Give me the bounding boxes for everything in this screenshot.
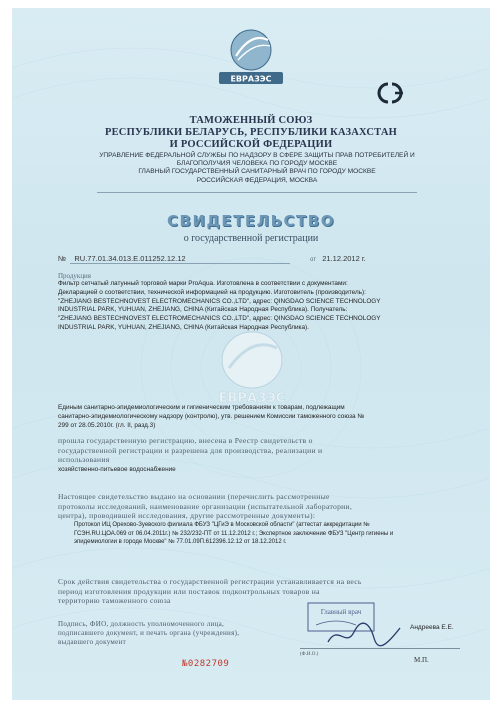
protocol-text [74,521,474,547]
validity-text [58,577,478,606]
watermark-label: ЕВРАЗЭС [218,391,286,406]
issuing-office [72,152,442,185]
seal-label: М.П. [414,656,429,664]
protocol-line: эпидемиологии в городе Москве" № 77.01.09П.612396.12.12 от 18.12.2012 г. [74,539,287,546]
office-line3: ГЛАВНЫЙ ГОСУДАРСТВЕННЫЙ САНИТАРНЫЙ ВРАЧ ПО ГОРОДУ МОСКВЕ [138,168,376,176]
handwritten-signature [324,620,404,650]
signatory-name: Андреева Е.Е. [410,624,454,631]
eurasec-emblem [216,26,286,88]
union-title-line2: РЕСПУБЛИКИ БЕЛАРУСЬ, РЕСПУБЛИКИ КАЗАХСТАН [104,127,397,138]
certificate-number-row [58,254,186,263]
serial-number: №0282709 [182,659,230,669]
passed-registration-text [58,436,468,465]
stamp-label: Главный врач [320,608,362,616]
validity-line: территорию таможенного союза [58,596,171,606]
certificate-page [12,8,490,700]
requirements-text [58,404,458,430]
protocol-line: ГСЭН.RU.ЦОА.069 от 06.04.2011г.) № 232/232-ПТ от 11.12.2012 г.; Экспертное заключение ФБУЗ "Центр гигиены и [74,530,394,537]
divider [97,192,417,193]
basis-line: Настоящее свидетельство выдано на основании (перечислить рассмотренные [58,492,330,501]
number-underline [70,263,290,264]
emblem-label: ЕВРАЗЭС [230,74,272,84]
number-prefix: № [58,254,67,263]
basis-line: центра), проводившей исследования, другие рассмотренные документы): [58,511,316,521]
product-line: Декларацией о соответствии, технической информацией на продукцию. Изготовитель (производитель): [58,288,366,296]
requirements-line: 299 от 28.05.2010г. (гл. II, разд.3) [58,421,156,429]
signatory-line: подписавшего документ, и печать органа (учреждения), [58,629,240,637]
watermark-emblem [177,328,327,408]
protocol-line: Протокол ИЦ Орехово-Зуевского филиала ФБУЗ "ЦГиЭ в Московской области" (аттестат аккредитации № [74,522,370,528]
product-line: INDUSTRIAL PARK, YUHUAN, ZHEJIANG, CHINA (Китайская Народная Республика). [58,323,309,331]
product-line: "ZHEJIANG BESTECHNOVEST ELECTROMECHANICS CO.,LTD", адрес: QINGDAO SCIENCE TECHNOLOGY [58,297,381,305]
passed-line: государственной регистрации и разрешена для производства, реализации и [58,445,323,455]
certificate-date: 21.12.2012 г. [322,254,366,263]
union-title [72,115,430,151]
certificate-date-row [310,254,366,263]
certificate-number: RU.77.01.34.013.Е.011252.12.12 [74,254,186,263]
usage-area: хозяйственно-питьевое водоснабжение [58,466,176,473]
union-title-line3: И РОССИЙСКОЙ ФЕДЕРАЦИИ [169,139,333,150]
signature-line [300,648,460,649]
passed-line: использования [58,455,110,465]
signatory-caption [58,620,298,647]
office-line1: УПРАВЛЕНИЕ ФЕДЕРАЛЬНОЙ СЛУЖБЫ ПО НАДЗОРУ В СФЕРЕ ЗАЩИТЫ ПРАВ ПОТРЕБИТЕЛЕЙ И [99,152,415,159]
certificate-subtitle: о государственной регистрации [183,233,319,244]
validity-line: период изготовления продукции или поставок подконтрольных товаров на [58,586,320,596]
union-title-line1: ТАМОЖЕННЫЙ СОЮЗ [189,115,313,126]
product-line: "ZHEJIANG BESTECHNOVEST ELECTROMECHANICS CO.,LTD", адрес: QINGDAO SCIENCE TECHNOLOGY [58,315,381,323]
product-line: INDUSTRIAL PARK, YUHUAN, ZHEJIANG, CHINA (Китайская Народная Республика). Получатель: [58,306,348,314]
office-line2: БЛАГОПОЛУЧИЯ ЧЕЛОВЕКА ПО ГОРОДУ МОСКВЕ [176,160,338,168]
certificate-title: СВИДЕТЕЛЬСТВО [167,212,335,230]
product-description [58,280,458,333]
product-line: Фильтр сетчатый латунный торговой марки ProAqua. Изготовлена в соответствии с документами: [58,280,348,287]
basis-text [58,492,468,521]
signatory-line: выдавшего документ [58,638,126,646]
requirements-line: Единым санитарно-эпидемиологическим и гигиеническим требованиям к товарам, подлежащим [58,404,345,411]
date-prefix: от [310,257,316,263]
se-mark-icon [370,80,410,106]
basis-line: протоколы исследований, наименование организации (испытательной лаборатории, [58,501,353,511]
requirements-line: санитарно-эпидемиологическому надзору (контролю), утв. решением Комиссии таможенного союза № [58,412,365,420]
fio-label: (Ф.И.О.) [300,652,319,657]
validity-line: Срок действия свидетельства о государственной регистрации устанавливается на весь [58,577,362,586]
passed-line: прошла государственную регистрацию, внесена в Реестр свидетельств о [58,436,313,445]
office-line4: РОССИЙСКАЯ ФЕДЕРАЦИЯ, МОСКВА [196,176,318,184]
product-label: Продукция [58,272,92,280]
signatory-line: Подпись, ФИО, должность уполномоченного лица, [58,620,225,628]
